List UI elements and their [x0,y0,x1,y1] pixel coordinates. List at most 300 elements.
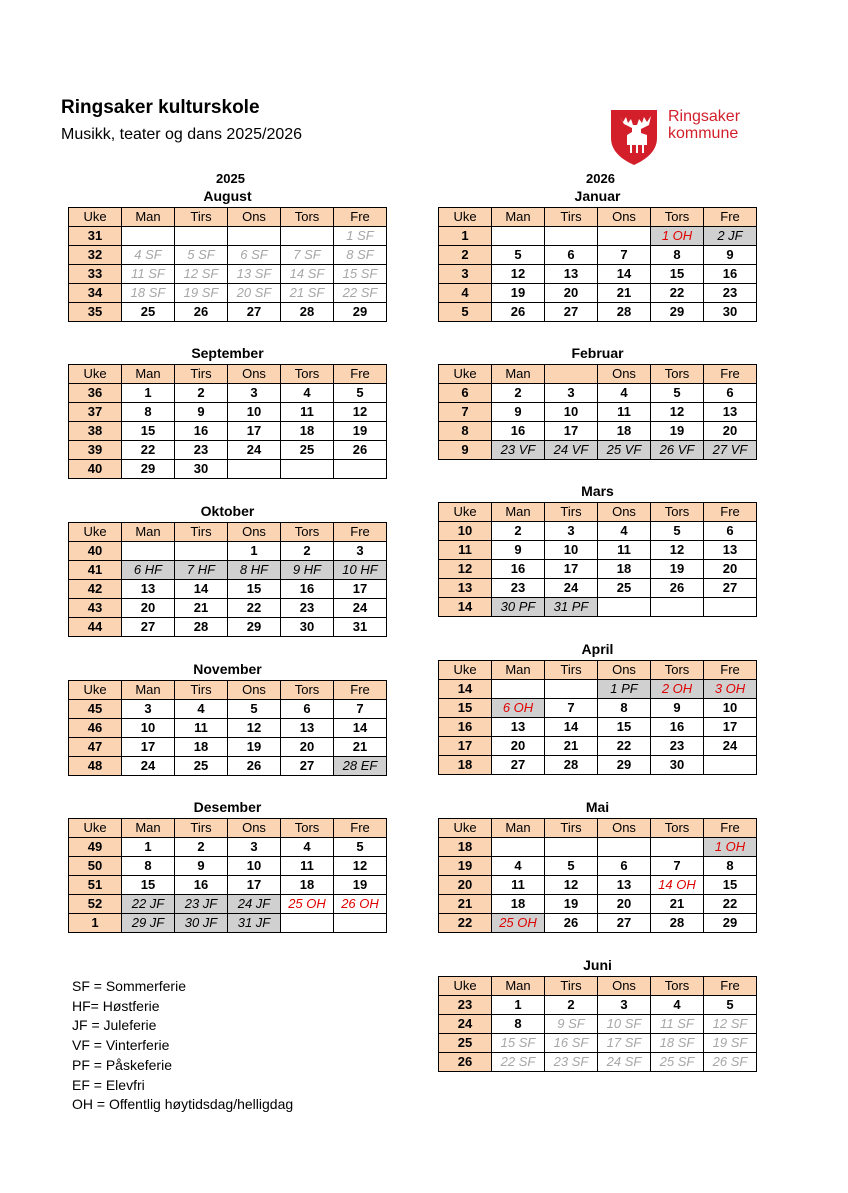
week-row [69,700,387,719]
day-cell [228,460,281,479]
day-cell: 24 [334,599,387,618]
week-number: 24 [439,1015,492,1034]
week-number: 52 [69,895,122,914]
day-cell: 15 [228,580,281,599]
column-header: Man [492,365,545,384]
day-cell: 8 SF [334,246,387,265]
column-header: Tors [281,681,334,700]
day-cell: 16 [704,265,757,284]
column-header: Tors [651,365,704,384]
column-header: Fre [334,208,387,227]
day-cell: 9 [175,403,228,422]
legend-item: HF= Høstferie [72,997,160,1014]
day-cell: 30 [175,460,228,479]
month-table [68,680,387,776]
month-name: Mai [585,799,610,815]
column-header: Man [492,819,545,838]
day-cell: 6 [704,522,757,541]
day-cell: 4 [492,857,545,876]
day-cell [228,227,281,246]
page-title: Ringsaker kulturskole [61,97,260,118]
week-row [69,422,387,441]
week-row [439,838,757,857]
day-cell: 7 HF [175,561,228,580]
day-cell: 3 [545,384,598,403]
calendar-januar [438,188,757,322]
day-cell: 15 [122,876,175,895]
calendar-desember [68,799,387,933]
day-cell: 2 [175,384,228,403]
day-cell: 2 [281,542,334,561]
legend [72,977,293,1115]
week-row [439,914,757,933]
day-cell: 27 [281,757,334,776]
week-number: 26 [439,1053,492,1072]
week-row [439,996,757,1015]
day-cell [545,680,598,699]
legend-item: EF = Elevfri [72,1076,145,1093]
week-row [439,265,757,284]
week-row [439,246,757,265]
legend-item: SF = Sommerferie [72,978,186,994]
column-header: Man [492,977,545,996]
week-row [69,384,387,403]
day-cell: 8 [651,246,704,265]
day-cell: 5 [545,857,598,876]
day-cell: 11 SF [651,1015,704,1034]
day-cell: 9 SF [545,1015,598,1034]
day-cell [175,227,228,246]
day-cell: 16 SF [545,1034,598,1053]
column-header: Tors [281,365,334,384]
week-row [69,738,387,757]
week-row [439,384,757,403]
logo-text-line1: Ringsaker [668,108,741,125]
week-number: 35 [69,303,122,322]
day-cell: 16 [492,422,545,441]
column-header: Man [492,208,545,227]
column-header: Fre [334,523,387,542]
column-header: Ons [598,503,651,522]
day-cell: 21 [598,284,651,303]
week-number: 4 [439,284,492,303]
day-cell: 17 [122,738,175,757]
day-cell: 11 [281,857,334,876]
day-cell: 23 [175,441,228,460]
week-number: 39 [69,441,122,460]
day-cell: 20 [704,560,757,579]
day-cell: 10 [122,719,175,738]
week-row [439,756,757,775]
day-cell: 26 [492,303,545,322]
day-cell: 8 [598,699,651,718]
month-name: August [203,188,252,204]
week-number: 31 [69,227,122,246]
day-cell: 2 JF [704,227,757,246]
week-row [439,1034,757,1053]
week-number: 12 [439,560,492,579]
day-cell: 29 [228,618,281,637]
day-cell: 10 [545,541,598,560]
week-row [69,599,387,618]
legend-item: VF = Vinterferie [72,1037,170,1054]
day-cell: 2 OH [651,680,704,699]
day-cell: 18 [281,876,334,895]
day-cell: 2 [175,838,228,857]
column-header: Tirs [175,208,228,227]
day-cell: 9 [492,403,545,422]
day-cell: 21 [651,895,704,914]
week-number: 18 [439,756,492,775]
day-cell: 11 [281,403,334,422]
column-header: Uke [69,523,122,542]
week-number: 50 [69,857,122,876]
day-cell: 20 [281,738,334,757]
week-number: 42 [69,580,122,599]
page-subtitle: Musikk, teater og dans 2025/2026 [61,126,303,143]
day-cell: 21 [175,599,228,618]
week-number: 40 [69,460,122,479]
column-header: Ons [598,819,651,838]
day-cell [281,460,334,479]
day-cell: 23 SF [545,1053,598,1072]
day-cell: 6 [281,700,334,719]
column-header: Fre [704,977,757,996]
week-row [439,737,757,756]
day-cell: 29 [122,460,175,479]
day-cell [545,838,598,857]
column-header: Uke [69,365,122,384]
calendar-mai [438,799,757,933]
week-number: 47 [69,738,122,757]
day-cell: 19 SF [175,284,228,303]
day-cell: 16 [175,422,228,441]
day-cell: 20 [122,599,175,618]
day-cell: 14 OH [651,876,704,895]
day-cell: 20 [545,284,598,303]
day-cell: 13 [598,876,651,895]
day-cell: 30 JF [175,914,228,933]
day-cell: 20 [704,422,757,441]
day-cell: 22 JF [122,895,175,914]
week-number: 46 [69,719,122,738]
day-cell: 29 JF [122,914,175,933]
column-header: Uke [69,819,122,838]
day-cell: 19 [651,560,704,579]
day-cell: 24 [228,441,281,460]
day-cell: 7 [334,700,387,719]
day-cell: 13 [704,541,757,560]
day-cell: 4 [598,384,651,403]
week-row [69,303,387,322]
week-number: 3 [439,265,492,284]
day-cell: 3 [598,996,651,1015]
day-cell [281,914,334,933]
day-cell: 11 [598,403,651,422]
day-cell: 25 [175,757,228,776]
week-number: 13 [439,579,492,598]
day-cell: 13 [704,403,757,422]
day-cell: 12 [651,541,704,560]
legend-item: OH = Offentlig høytidsdag/helligdag [72,1096,294,1113]
day-cell [704,756,757,775]
month-table [438,364,757,460]
week-number: 21 [439,895,492,914]
day-cell: 22 [122,441,175,460]
day-cell [492,838,545,857]
week-row [439,284,757,303]
week-row [439,895,757,914]
week-number: 51 [69,876,122,895]
day-cell: 12 [228,719,281,738]
column-header: Ons [598,365,651,384]
day-cell: 2 [492,384,545,403]
day-cell: 28 EF [334,757,387,776]
day-cell: 14 [598,265,651,284]
column-header: Ons [598,208,651,227]
day-cell: 19 [545,895,598,914]
day-cell: 20 [492,737,545,756]
week-number: 22 [439,914,492,933]
week-row [439,541,757,560]
day-cell: 13 [281,719,334,738]
week-row [69,561,387,580]
day-cell: 26 SF [704,1053,757,1072]
day-cell: 1 OH [704,838,757,857]
column-header: Ons [228,819,281,838]
week-row [69,227,387,246]
week-number: 37 [69,403,122,422]
column-header: Uke [439,208,492,227]
day-cell: 11 [175,719,228,738]
week-number: 34 [69,284,122,303]
calendar-juni [438,957,757,1072]
day-cell: 17 [545,560,598,579]
day-cell: 24 SF [598,1053,651,1072]
month-table [438,502,757,617]
column-header: Tors [651,503,704,522]
day-cell: 12 [492,265,545,284]
day-cell: 15 SF [334,265,387,284]
column-header: Tirs [545,208,598,227]
week-row [69,580,387,599]
column-header: Fre [704,819,757,838]
day-cell: 23 [492,579,545,598]
day-cell: 23 [651,737,704,756]
day-cell: 6 [545,246,598,265]
calendar-april [438,641,757,775]
week-number: 17 [439,737,492,756]
day-cell: 27 [122,618,175,637]
day-cell: 13 [492,718,545,737]
day-cell: 8 [492,1015,545,1034]
column-header: Tirs [175,365,228,384]
day-cell: 7 [545,699,598,718]
week-row [69,876,387,895]
day-cell: 1 [492,996,545,1015]
day-cell: 25 VF [598,441,651,460]
column-header: Man [492,503,545,522]
month-table [438,207,757,322]
week-number: 5 [439,303,492,322]
legend-item: PF = Påskeferie [72,1056,172,1073]
day-cell: 24 [704,737,757,756]
column-header: Tirs [545,819,598,838]
day-cell: 25 [281,441,334,460]
day-cell: 15 [598,718,651,737]
week-number: 32 [69,246,122,265]
column-header: Fre [704,503,757,522]
day-cell: 5 [492,246,545,265]
column-header: Tors [651,661,704,680]
week-row [439,441,757,460]
week-number: 25 [439,1034,492,1053]
day-cell: 4 [281,838,334,857]
day-cell: 26 OH [334,895,387,914]
day-cell: 19 SF [704,1034,757,1053]
day-cell: 22 [651,284,704,303]
day-cell: 12 [334,403,387,422]
day-cell: 30 [704,303,757,322]
day-cell [651,598,704,617]
day-cell: 7 SF [281,246,334,265]
week-row [69,914,387,933]
week-row [439,718,757,737]
day-cell: 6 [598,857,651,876]
day-cell [598,598,651,617]
day-cell: 26 [334,441,387,460]
day-cell [651,838,704,857]
day-cell: 28 [598,303,651,322]
week-row [69,542,387,561]
day-cell: 28 [651,914,704,933]
day-cell: 8 [122,857,175,876]
day-cell: 12 SF [704,1015,757,1034]
day-cell: 28 [281,303,334,322]
day-cell: 5 [334,838,387,857]
day-cell [334,914,387,933]
day-cell: 27 VF [704,441,757,460]
day-cell: 14 [175,580,228,599]
month-name: Oktober [200,503,255,519]
week-row [439,1053,757,1072]
week-row [439,857,757,876]
day-cell: 14 [334,719,387,738]
day-cell: 17 [545,422,598,441]
day-cell: 28 [175,618,228,637]
day-cell: 30 [651,756,704,775]
day-cell: 17 SF [598,1034,651,1053]
day-cell: 4 [281,384,334,403]
week-number: 18 [439,838,492,857]
week-number: 40 [69,542,122,561]
day-cell: 21 SF [281,284,334,303]
week-number: 44 [69,618,122,637]
day-cell [122,227,175,246]
day-cell: 18 [492,895,545,914]
week-row [439,680,757,699]
day-cell: 26 VF [651,441,704,460]
column-header: Tors [281,523,334,542]
day-cell: 11 [492,876,545,895]
column-header: Man [122,681,175,700]
day-cell: 13 [545,265,598,284]
day-cell: 9 [704,246,757,265]
day-cell: 24 JF [228,895,281,914]
week-number: 43 [69,599,122,618]
month-table [68,522,387,637]
day-cell: 31 [334,618,387,637]
day-cell: 15 [651,265,704,284]
column-header: Fre [704,661,757,680]
week-row [69,246,387,265]
day-cell: 26 [545,914,598,933]
column-header: Tirs [545,503,598,522]
day-cell: 22 SF [334,284,387,303]
day-cell: 16 [651,718,704,737]
day-cell: 12 SF [175,265,228,284]
day-cell: 5 [651,384,704,403]
week-number: 20 [439,876,492,895]
month-name: Mars [581,483,614,499]
week-row [439,403,757,422]
day-cell: 18 [598,560,651,579]
day-cell: 29 [704,914,757,933]
day-cell: 6 OH [492,699,545,718]
column-header: Ons [228,523,281,542]
column-header: Uke [439,819,492,838]
week-number: 10 [439,522,492,541]
month-name: Februar [571,345,624,361]
day-cell: 27 [492,756,545,775]
column-header: Man [122,819,175,838]
day-cell: 2 [545,996,598,1015]
week-row [69,441,387,460]
day-cell: 20 [598,895,651,914]
day-cell: 8 HF [228,561,281,580]
calendar-november [68,661,387,776]
day-cell: 5 [228,700,281,719]
column-header: Tors [651,977,704,996]
day-cell: 4 [651,996,704,1015]
day-cell: 27 [598,914,651,933]
day-cell: 5 [334,384,387,403]
week-number: 36 [69,384,122,403]
day-cell: 18 SF [122,284,175,303]
calendar-oktober [68,503,387,637]
week-row [69,618,387,637]
column-header: Ons [228,208,281,227]
day-cell: 22 [228,599,281,618]
day-cell: 10 [704,699,757,718]
day-cell: 6 SF [228,246,281,265]
day-cell [281,227,334,246]
day-cell: 17 [704,718,757,737]
column-header: Tors [651,208,704,227]
day-cell: 6 HF [122,561,175,580]
day-cell: 17 [228,422,281,441]
week-number: 19 [439,857,492,876]
day-cell: 31 PF [545,598,598,617]
day-cell [704,598,757,617]
column-header: Tirs [175,681,228,700]
day-cell: 22 [598,737,651,756]
day-cell: 9 [492,541,545,560]
month-name: Juni [583,957,612,973]
ringsaker-logo [609,108,769,168]
week-row [439,598,757,617]
day-cell: 6 [704,384,757,403]
